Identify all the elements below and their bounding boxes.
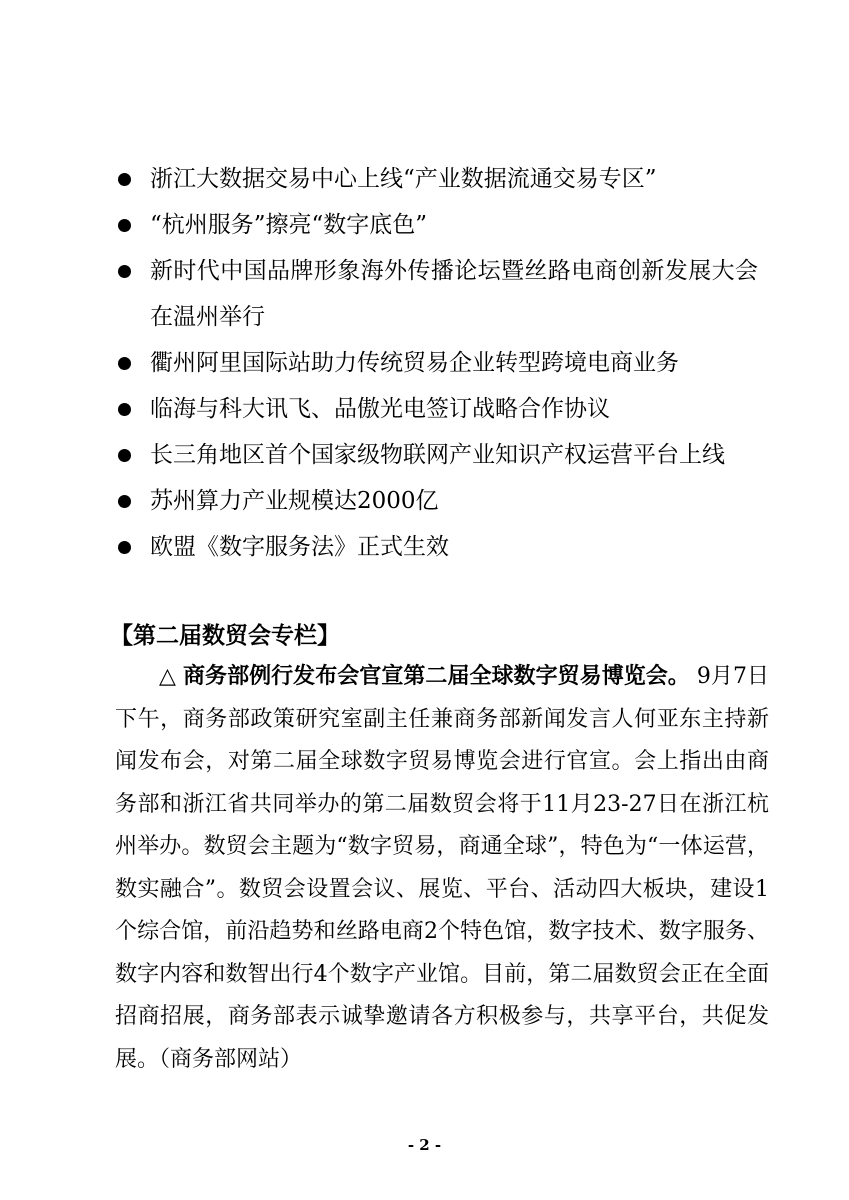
page-number: - 2 - [407, 1136, 442, 1154]
bullet-icon [118, 173, 131, 186]
list-item-text: 浙江大数据交易中心上线“产业数据流通交易专区” [150, 166, 657, 192]
list-item-text: 衢州阿里国际站助力传统贸易企业转型跨境电商业务 [150, 350, 679, 376]
list-item-text: 新时代中国品牌形象海外传播论坛暨丝路电商创新发展大会在温州举行 [150, 258, 758, 330]
list-item [118, 524, 758, 570]
list-item-text: 欧盟《数字服务法》正式生效 [150, 534, 449, 560]
article-body: 9月7日下午，商务部政策研究室副主任兼商务部新闻发言人何亚东主持新闻发布会，对第二届全球数字贸易博览会进行官宣。会上指出由商务部和浙江省共同举办的第二届数贸会将于11月23-27日在浙江杭州举办。数贸会主题为“数字贸易，商通全球”，特色为“一体运营，数实融合”。数贸会设置会议、展览、平台、活动四大板块，建设1个综合馆，前沿趋势和丝路电商2个特色馆，数字技术、数字服务、数字内容和数智出行4个数字产业馆。目前，第二届数贸会正在全面招商招展，商务部表示诚挚邀请各方积极参与，共享平台，共促发展。（商务部网站） [115, 664, 769, 1072]
list-item [118, 340, 758, 386]
list-item [118, 156, 758, 202]
news-bullet-list [118, 156, 758, 570]
bullet-icon [118, 265, 131, 278]
bullet-icon [118, 357, 131, 370]
list-item-text: 苏州算力产业规模达2000亿 [150, 488, 439, 514]
bullet-icon [118, 495, 131, 508]
list-item [118, 202, 758, 248]
triangle-icon: △ [159, 664, 176, 689]
list-item [118, 432, 758, 478]
list-item-text: 临海与科大讯飞、品傲光电签订战略合作协议 [150, 396, 610, 422]
list-item [118, 386, 758, 432]
section-title: 【第二届数贸会专栏】 [110, 623, 340, 649]
bullet-icon [118, 449, 131, 462]
bullet-icon [118, 403, 131, 416]
article-headline: 商务部例行发布会官宣第二届全球数字贸易博览会。 [183, 664, 690, 689]
bullet-icon [118, 541, 131, 554]
list-item [118, 248, 758, 340]
article-paragraph [115, 656, 769, 1081]
list-item-text: 长三角地区首个国家级物联网产业知识产权运营平台上线 [150, 442, 725, 468]
bullet-icon [118, 219, 131, 232]
list-item [118, 478, 758, 524]
list-item-text: “杭州服务”擦亮“数字底色” [150, 212, 428, 238]
